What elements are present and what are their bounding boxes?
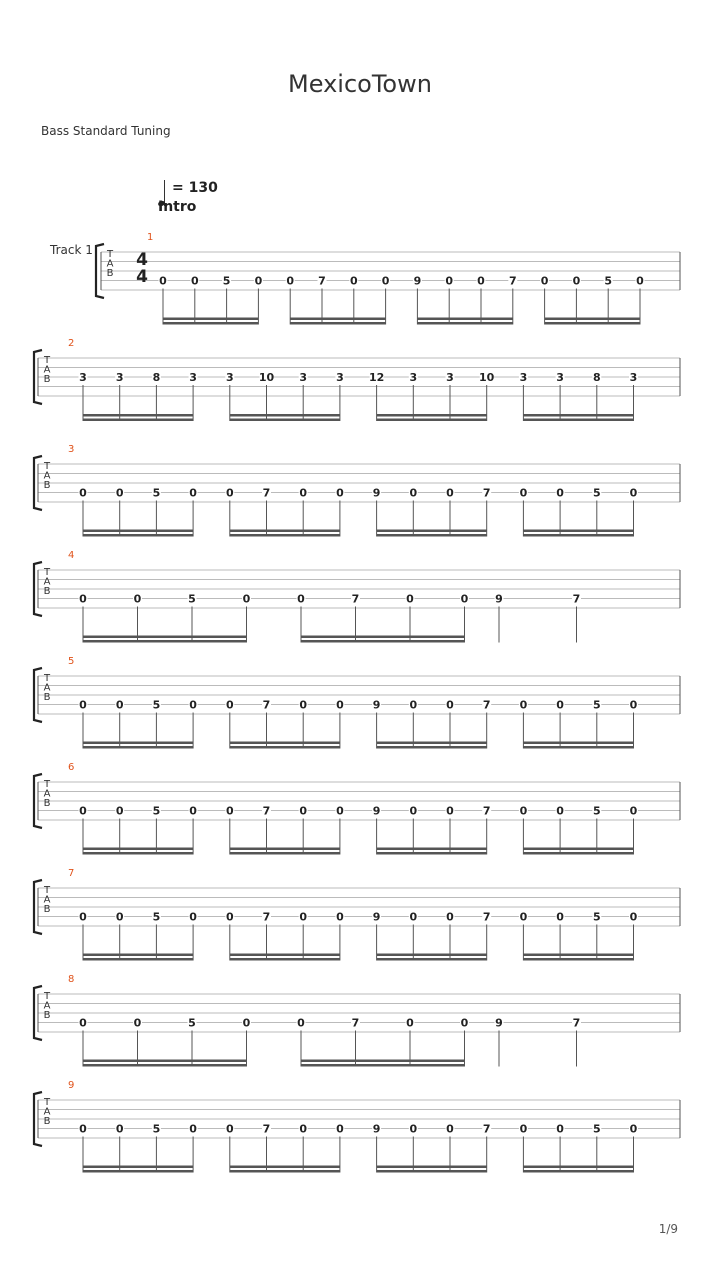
beam (230, 534, 340, 537)
fret-number: 0 (115, 804, 124, 818)
beam (230, 419, 340, 422)
fret-number: 0 (225, 910, 234, 924)
fret-number: 0 (446, 486, 454, 500)
fret-number: 7 (262, 1122, 271, 1136)
fret-number: 7 (351, 1016, 360, 1030)
tab-system (34, 550, 680, 643)
fret-number: 8 (592, 371, 601, 384)
fret-number: 0 (115, 910, 124, 924)
beam (377, 414, 487, 417)
tab-clef-letter: T (106, 249, 114, 260)
fret-number: 7 (572, 592, 581, 606)
fret-number: 0 (519, 698, 528, 712)
tab-clef-letter: T (43, 991, 51, 1002)
fret-number: 5 (152, 1122, 161, 1136)
fret-number: 7 (482, 698, 491, 712)
fret-number: 0 (242, 592, 251, 606)
beam (83, 414, 193, 417)
beam (83, 530, 193, 533)
fret-number: 0 (79, 486, 87, 500)
fret-number: 0 (79, 910, 87, 924)
tab-clef-letter: A (43, 682, 51, 694)
beam (301, 636, 465, 639)
fret-number: 0 (159, 274, 167, 288)
fret-number: 0 (225, 698, 234, 712)
track-name: Track 1 (50, 243, 93, 257)
beam (83, 742, 193, 745)
beam (545, 322, 640, 325)
tab-clef-letter: A (43, 788, 51, 800)
fret-number: 0 (446, 1122, 454, 1136)
beam (83, 534, 193, 537)
fret-number: 0 (133, 1016, 142, 1030)
measure-number: 6 (68, 762, 75, 773)
fret-number: 5 (152, 910, 161, 924)
fret-number: 0 (629, 910, 638, 924)
fret-number: 0 (190, 274, 199, 288)
tab-system (34, 762, 680, 855)
fret-number: 0 (636, 274, 644, 288)
fret-number: 0 (556, 698, 564, 712)
tab-clef-letter: T (43, 779, 51, 790)
fret-number: 5 (592, 486, 601, 500)
tab-clef-letter: B (43, 480, 51, 491)
page-number: 1/9 (658, 1222, 678, 1236)
tab-clef-letter: T (43, 1097, 51, 1108)
fret-number: 0 (299, 804, 308, 818)
beam (230, 746, 340, 749)
beam (301, 640, 465, 643)
beam (83, 848, 193, 851)
beam (230, 958, 340, 961)
fret-number: 0 (409, 1122, 418, 1136)
beam (545, 318, 640, 321)
measure-number: 9 (68, 1080, 75, 1091)
tab-clef-letter: B (43, 374, 51, 385)
fret-number: 0 (286, 274, 295, 288)
fret-number: 0 (556, 910, 564, 924)
beam (230, 852, 340, 855)
beam (523, 534, 633, 537)
fret-number: 9 (372, 1122, 381, 1136)
beam (83, 636, 247, 639)
fret-number: 5 (592, 804, 601, 818)
fret-number: 0 (406, 592, 414, 606)
measure-number: 1 (147, 232, 154, 243)
fret-number: 7 (482, 486, 491, 500)
fret-number: 10 (479, 371, 495, 384)
fret-number: 8 (152, 371, 161, 384)
beam (83, 1060, 247, 1063)
fret-number: 0 (336, 698, 344, 712)
beam (523, 958, 633, 961)
beam (523, 954, 633, 957)
tab-clef-letter: T (43, 355, 51, 366)
beam (377, 848, 487, 851)
fret-number: 0 (409, 698, 418, 712)
fret-number: 0 (225, 486, 234, 500)
beam (163, 322, 258, 325)
fret-number: 0 (189, 698, 197, 712)
fret-number: 0 (189, 804, 197, 818)
fret-number: 0 (519, 1122, 528, 1136)
fret-number: 5 (188, 1016, 196, 1030)
beam (163, 318, 258, 321)
tab-clef-letter: A (43, 470, 51, 482)
fret-number: 7 (262, 698, 271, 712)
fret-number: 0 (133, 592, 142, 606)
measure-number: 3 (68, 444, 75, 455)
fret-number: 5 (222, 274, 231, 288)
beam (417, 318, 512, 321)
fret-number: 0 (189, 1122, 197, 1136)
beam (230, 954, 340, 957)
measure-number: 2 (68, 338, 75, 349)
fret-number: 9 (413, 274, 422, 288)
beam (230, 1170, 340, 1173)
fret-number: 0 (79, 592, 87, 606)
fret-number: 7 (318, 274, 326, 288)
fret-number: 9 (495, 1016, 503, 1030)
fret-number: 0 (189, 910, 197, 924)
fret-number: 0 (336, 486, 344, 500)
tab-clef-letter: B (43, 904, 51, 915)
fret-number: 0 (460, 1016, 469, 1030)
fret-number: 0 (225, 1122, 234, 1136)
beam (377, 419, 487, 422)
fret-number: 0 (409, 486, 418, 500)
fret-number: 0 (297, 1016, 305, 1030)
beam (83, 746, 193, 749)
fret-number: 3 (79, 371, 87, 384)
fret-number: 0 (349, 274, 358, 288)
fret-number: 3 (556, 371, 564, 384)
beam (83, 419, 193, 422)
tab-clef-letter: B (43, 798, 51, 809)
fret-number: 0 (79, 1122, 87, 1136)
fret-number: 0 (115, 698, 124, 712)
beam (377, 742, 487, 745)
measure-number: 8 (68, 974, 75, 985)
tab-system (34, 868, 680, 961)
fret-number: 0 (381, 274, 390, 288)
tempo-value: = 130 (172, 180, 218, 196)
fret-number: 0 (629, 698, 638, 712)
fret-number: 0 (336, 910, 344, 924)
section-marker: Intro (158, 199, 197, 215)
fret-number: 0 (336, 1122, 344, 1136)
fret-number: 0 (519, 804, 528, 818)
beam (377, 958, 487, 961)
tab-system (34, 444, 680, 537)
tab-clef-letter: T (43, 567, 51, 578)
fret-number: 0 (299, 698, 308, 712)
beam (230, 742, 340, 745)
tab-system (34, 656, 680, 749)
fret-number: 10 (258, 371, 275, 384)
fret-number: 7 (482, 910, 491, 924)
beam (301, 1064, 465, 1067)
beam (523, 414, 633, 417)
tab-clef-letter: B (106, 268, 114, 279)
fret-number: 0 (629, 1122, 638, 1136)
tab-clef-letter: A (43, 364, 51, 376)
fret-number: 0 (556, 804, 564, 818)
tab-clef-letter: A (43, 576, 51, 588)
fret-number: 9 (372, 486, 381, 500)
tab-clef-letter: A (43, 894, 51, 906)
fret-number: 9 (495, 592, 503, 606)
beam (377, 1166, 487, 1169)
beam (377, 530, 487, 533)
beam (83, 1170, 193, 1173)
time-signature-bottom: 4 (136, 267, 148, 287)
beam (83, 640, 247, 643)
fret-number: 0 (460, 592, 469, 606)
beam (523, 1166, 633, 1169)
fret-number: 0 (572, 274, 581, 288)
fret-number: 5 (188, 592, 196, 606)
fret-number: 0 (540, 274, 549, 288)
fret-number: 7 (262, 910, 271, 924)
fret-number: 5 (592, 698, 601, 712)
fret-number: 3 (336, 371, 344, 384)
fret-number: 7 (508, 274, 517, 288)
fret-number: 0 (556, 486, 564, 500)
fret-number: 0 (79, 804, 87, 818)
tab-clef-letter: A (106, 258, 114, 270)
fret-number: 5 (152, 486, 161, 500)
fret-number: 0 (629, 486, 638, 500)
beam (290, 322, 385, 325)
beam (377, 852, 487, 855)
beam (377, 1170, 487, 1173)
beam (230, 1166, 340, 1169)
fret-number: 7 (482, 1122, 491, 1136)
fret-number: 0 (297, 592, 305, 606)
fret-number: 0 (336, 804, 344, 818)
fret-number: 9 (372, 698, 381, 712)
tab-clef-letter: B (43, 586, 51, 597)
fret-number: 3 (629, 371, 638, 384)
fret-number: 0 (409, 804, 418, 818)
beam (523, 746, 633, 749)
beam (523, 848, 633, 851)
beam (523, 530, 633, 533)
fret-number: 5 (604, 274, 613, 288)
beam (83, 852, 193, 855)
fret-number: 0 (477, 274, 485, 288)
beam (301, 1060, 465, 1063)
beam (523, 1170, 633, 1173)
tab-clef-letter: B (43, 1010, 51, 1021)
fret-number: 7 (572, 1016, 581, 1030)
tuning-label: Bass Standard Tuning (41, 124, 171, 138)
fret-number: 0 (556, 1122, 564, 1136)
fret-number: 0 (629, 804, 638, 818)
fret-number: 5 (152, 698, 161, 712)
measure-number: 5 (68, 656, 75, 667)
song-title: MexicoTown (288, 70, 432, 98)
beam (290, 318, 385, 321)
tab-clef-letter: T (43, 461, 51, 472)
tab-system (34, 1080, 680, 1173)
fret-number: 0 (189, 486, 197, 500)
beam (377, 534, 487, 537)
tab-clef-letter: A (43, 1106, 51, 1118)
beam (83, 1166, 193, 1169)
beam (230, 530, 340, 533)
tab-system (34, 338, 680, 421)
beam (377, 746, 487, 749)
fret-number: 5 (592, 910, 601, 924)
fret-number: 0 (299, 910, 308, 924)
fret-number: 12 (368, 371, 385, 384)
fret-number: 0 (445, 274, 454, 288)
fret-number: 7 (482, 804, 491, 818)
fret-number: 0 (299, 486, 308, 500)
fret-number: 3 (409, 371, 418, 384)
measure-number: 4 (68, 550, 75, 561)
fret-number: 5 (592, 1122, 601, 1136)
beam (523, 852, 633, 855)
beam (83, 958, 193, 961)
tab-clef-letter: B (43, 692, 51, 703)
fret-number: 7 (351, 592, 360, 606)
beam (230, 414, 340, 417)
beam (230, 848, 340, 851)
beam (523, 742, 633, 745)
fret-number: 3 (115, 371, 124, 384)
tab-system (34, 974, 680, 1067)
fret-number: 0 (225, 804, 234, 818)
fret-number: 9 (372, 910, 381, 924)
tab-clef-letter: T (43, 885, 51, 896)
fret-number: 3 (189, 371, 197, 384)
fret-number: 0 (406, 1016, 414, 1030)
fret-number: 0 (242, 1016, 251, 1030)
fret-number: 3 (446, 371, 454, 384)
tab-system (96, 232, 680, 325)
fret-number: 0 (79, 698, 87, 712)
fret-number: 0 (446, 804, 454, 818)
fret-number: 7 (262, 486, 271, 500)
fret-number: 3 (225, 371, 234, 384)
tab-clef-letter: T (43, 673, 51, 684)
time-signature-top: 4 (136, 250, 148, 270)
tab-clef-letter: B (43, 1116, 51, 1127)
beam (83, 1064, 247, 1067)
fret-number: 9 (372, 804, 381, 818)
fret-number: 0 (299, 1122, 308, 1136)
fret-number: 0 (115, 486, 124, 500)
tab-clef-letter: A (43, 1000, 51, 1012)
beam (417, 322, 512, 325)
fret-number: 0 (446, 910, 454, 924)
fret-number: 3 (299, 371, 308, 384)
fret-number: 0 (254, 274, 263, 288)
beam (83, 954, 193, 957)
fret-number: 5 (152, 804, 161, 818)
measure-number: 7 (68, 868, 75, 879)
fret-number: 7 (262, 804, 271, 818)
fret-number: 0 (115, 1122, 124, 1136)
fret-number: 0 (79, 1016, 87, 1030)
fret-number: 0 (519, 486, 528, 500)
fret-number: 3 (519, 371, 528, 384)
fret-number: 0 (519, 910, 528, 924)
fret-number: 0 (409, 910, 418, 924)
fret-number: 0 (446, 698, 454, 712)
beam (377, 954, 487, 957)
beam (523, 419, 633, 422)
